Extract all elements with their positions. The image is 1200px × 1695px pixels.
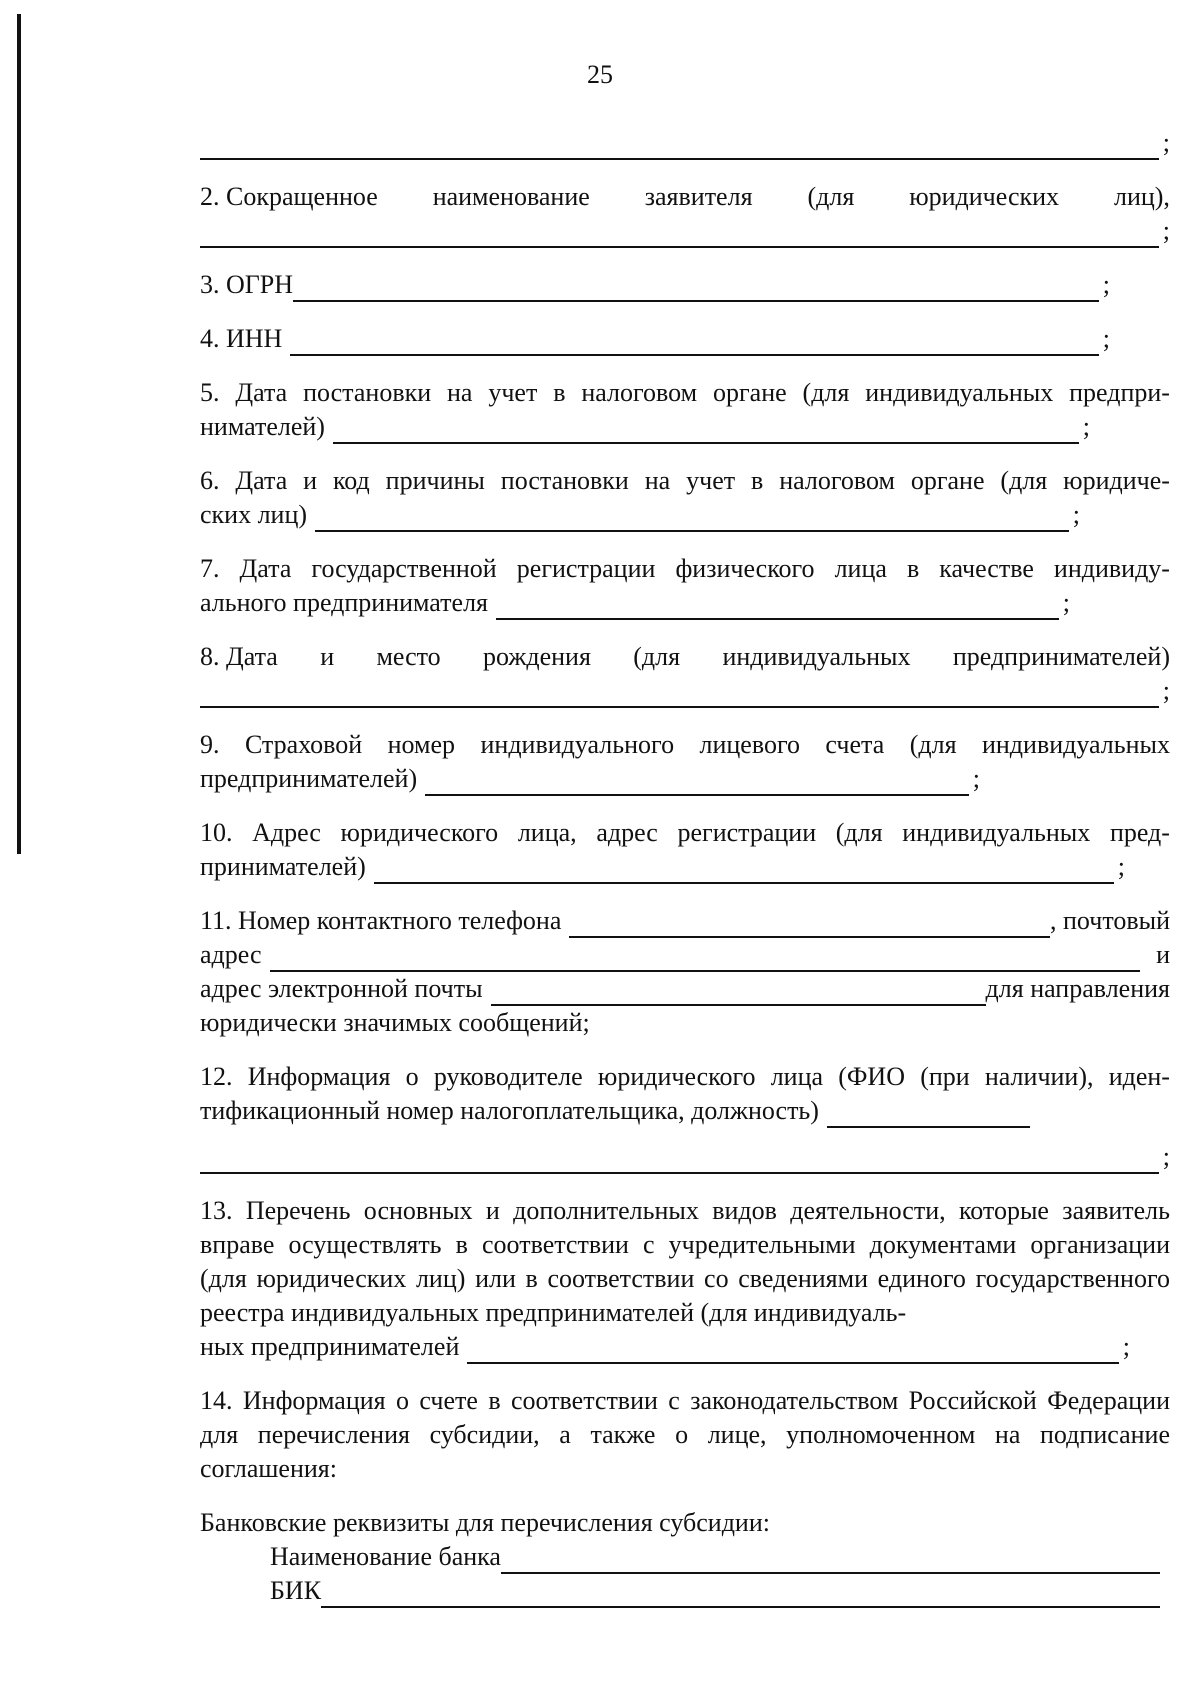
blank-line <box>200 1146 1159 1174</box>
inn-label: 4. ИНН <box>200 324 283 353</box>
bank-name-label: Наименование банка <box>270 1542 501 1571</box>
item-5-text: 5. Дата постановки на учет в налоговом органе (для индивидуальных предпри- <box>200 378 1170 407</box>
postal-address-blank <box>270 944 1141 972</box>
item-2-short-name <box>200 180 1170 248</box>
page-number: 25 <box>587 60 613 89</box>
phone-label: 11. Номер контактного телефона <box>200 906 562 935</box>
blank-line <box>200 220 1159 248</box>
bank-name-blank <box>501 1546 1160 1574</box>
blank-line <box>425 768 969 796</box>
bik-blank <box>321 1580 1160 1608</box>
ogrn-blank <box>293 274 1099 302</box>
blank-line <box>333 416 1079 444</box>
blank-line <box>467 1336 1118 1364</box>
item-12-text: 12. Информация о руководителе юридического лица (ФИО (при наличии), иден- <box>200 1062 1170 1091</box>
blank-line <box>827 1100 1030 1128</box>
item-9-snils: 9. Страховой номер индивидуального лицевого счета (для индивидуальных предпринимателей) ; <box>200 728 1170 796</box>
item-13-activities: 13. Перечень основных и дополнительных видов деятельности, которые заявитель вправе осуществлять в соответствии с учредительными документами организации (для юридических лиц) или в соответствии со сведениями единого государственного реестра индивидуальных предпринимателей (для индивидуаль- ных предпринимателей ; <box>200 1194 1170 1364</box>
email-label: адрес электронной почты <box>200 974 483 1003</box>
item-14-text: 14. Информация о счете в соответствии с законодательством Российской Федерации для перечисления субсидии, а также о лице, уполномоченном на подписание соглашения: <box>200 1386 1170 1483</box>
blank-line <box>200 132 1159 160</box>
item-9-text: 9. Страховой номер индивидуального лицевого счета (для индивидуальных <box>200 730 1170 759</box>
item-8-birth-date-place: 8. Дата и место рождения (для индивидуальных предпринимателей) ; <box>200 640 1170 708</box>
bank-heading: Банковские реквизиты для перечисления субсидии: <box>200 1508 770 1537</box>
item-11-contacts: 11. Номер контактного телефона , почтовый адрес и адрес электронной почты для направления юридически значимых сообщений; <box>200 906 1170 1037</box>
blank-line <box>200 680 1159 708</box>
item-4-inn: 4. ИНН ; <box>200 322 1170 356</box>
blank-line <box>374 856 1114 884</box>
ogrn-label: 3. ОГРН <box>200 270 294 299</box>
item-10-text: 10. Адрес юридического лица, адрес регистрации (для индивидуальных пред- <box>200 818 1170 847</box>
email-blank <box>491 978 986 1006</box>
form-content <box>200 126 1170 1628</box>
item-7-text: 7. Дата государственной регистрации физического лица в качестве индивиду- <box>200 554 1170 583</box>
item-8-text: 8. Дата и место рождения (для индивидуальных предпринимателей) <box>200 642 1170 671</box>
scan-margin-bar <box>17 14 21 854</box>
inn-blank <box>290 328 1098 356</box>
postal-address-label: адрес <box>200 940 262 969</box>
item-6-text: 6. Дата и код причины постановки на учет в налоговом органе (для юридиче- <box>200 466 1170 495</box>
blank-line <box>496 592 1059 620</box>
item-1-tail <box>200 126 1170 160</box>
blank-line <box>315 504 1069 532</box>
item-5-tax-registration-date: 5. Дата постановки на учет в налоговом органе (для индивидуальных предпри- нимателей) ; <box>200 376 1170 444</box>
item-6-kpp-date: 6. Дата и код причины постановки на учет в налоговом органе (для юридиче- ских лиц) ; <box>200 464 1170 532</box>
semicolon: ; <box>1162 128 1170 157</box>
item-7-state-registration-date: 7. Дата государственной регистрации физического лица в качестве индивиду- ального предпринимателя ; <box>200 552 1170 620</box>
phone-blank <box>569 910 1050 938</box>
bank-details <box>200 1506 1170 1608</box>
bik-label: БИК <box>270 1576 322 1605</box>
item-14-account-info <box>200 1384 1170 1486</box>
item-13-text: 13. Перечень основных и дополнительных видов деятельности, которые заявитель вправе осуществлять в соответствии с учредительными документами организации (для юридических лиц) или в соответствии со сведениями единого государственного реестра индивидуальных предпринимателей (для индивидуаль- <box>200 1196 1170 1327</box>
item-12-head-info: 12. Информация о руководителе юридического лица (ФИО (при наличии), иден- тификационный номер налогоплательщика, должность) ; <box>200 1060 1170 1174</box>
item-10-address: 10. Адрес юридического лица, адрес регистрации (для индивидуальных пред- принимателей) ; <box>200 816 1170 884</box>
item-3-ogrn: 3. ОГРН ; <box>200 268 1170 302</box>
item-2-blank-row: ; <box>200 214 1170 248</box>
item-2-text: 2. Сокращенное наименование заявителя (для юридических лиц), <box>200 182 1170 211</box>
